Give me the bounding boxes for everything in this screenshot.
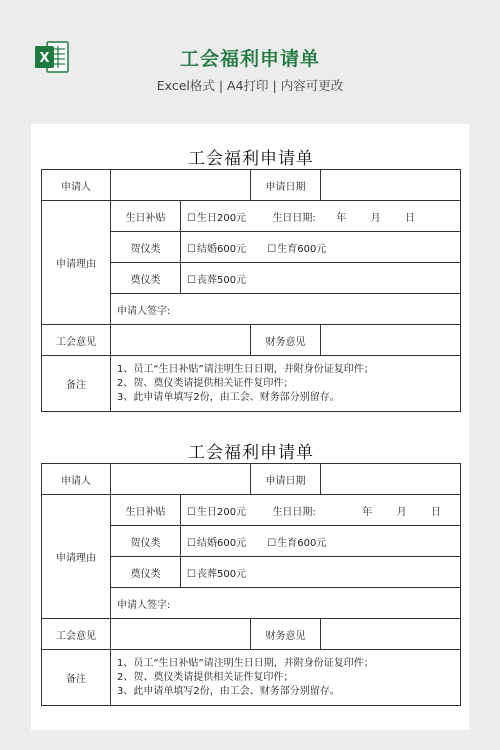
- day-label: 日: [404, 212, 415, 224]
- signature-label: 申请人签字:: [117, 599, 171, 611]
- congrats-label: 贺仪类: [111, 232, 181, 263]
- page-header: [0, 0, 500, 118]
- form-title: 工会福利申请单: [188, 149, 314, 169]
- birth-checkbox[interactable]: ☐ 生育600元: [267, 244, 326, 255]
- apply-date-field[interactable]: [321, 170, 461, 201]
- union-opinion-field[interactable]: [111, 619, 251, 650]
- application-table: [41, 463, 461, 706]
- svg-text:X: X: [39, 51, 50, 66]
- congrats-options: [181, 232, 461, 263]
- wedding-checkbox[interactable]: ☐ 结婚600元: [187, 240, 246, 255]
- note-3: 3、此申请单填写2份，由工会、财务部分别留存。: [117, 685, 340, 697]
- funeral-checkbox[interactable]: ☐ 丧葬500元: [187, 569, 246, 580]
- document-sheet: [31, 124, 469, 730]
- finance-opinion-label: 财务意见: [251, 619, 321, 650]
- birthday-date-label: 生日日期:: [272, 212, 316, 224]
- note-1: 1、员工“生日补贴”请注明生日日期，并附身份证复印件；: [117, 657, 374, 669]
- remarks-notes: [111, 650, 461, 706]
- signature-cell[interactable]: [111, 294, 461, 325]
- condolence-label: 奠仪类: [111, 557, 181, 588]
- note-2: 2、贺、奠仪类请提供相关证件复印件；: [117, 671, 294, 683]
- applicant-field[interactable]: [111, 464, 251, 495]
- form-title: 工会福利申请单: [188, 443, 314, 463]
- birthday-label: 生日补贴: [111, 201, 181, 232]
- note-3: 3、此申请单填写2份，由工会、财务部分别留存。: [117, 391, 340, 403]
- note-1: 1、员工“生日补贴”请注明生日日期，并附身份证复印件；: [117, 363, 374, 375]
- apply-date-label: 申请日期: [251, 464, 321, 495]
- applicant-label: 申请人: [42, 170, 111, 201]
- apply-date-field[interactable]: [321, 464, 461, 495]
- reason-label: 申请理由: [42, 201, 111, 325]
- congrats-options: [181, 526, 461, 557]
- day-label: 日: [430, 506, 441, 518]
- year-label: 年: [362, 506, 373, 518]
- header-subtitle: Excel格式 | A4打印 | 内容可更改: [156, 78, 344, 93]
- birthday-checkbox[interactable]: ☐ 生日200元: [187, 507, 246, 518]
- reason-label: 申请理由: [42, 495, 111, 619]
- remarks-label: 备注: [42, 356, 111, 412]
- union-opinion-field[interactable]: [111, 325, 251, 356]
- remarks-notes: [111, 356, 461, 412]
- applicant-field[interactable]: [111, 170, 251, 201]
- birthday-options: [181, 201, 461, 232]
- year-label: 年: [336, 212, 347, 224]
- application-table: [41, 169, 461, 412]
- wedding-checkbox[interactable]: ☐ 结婚600元: [187, 534, 246, 549]
- condolence-label: 奠仪类: [111, 263, 181, 294]
- header-title: 工会福利申请单: [179, 48, 320, 70]
- remarks-label: 备注: [42, 650, 111, 706]
- birthday-options: [181, 495, 461, 526]
- union-opinion-label: 工会意见: [42, 325, 111, 356]
- birthday-label: 生日补贴: [111, 495, 181, 526]
- signature-cell[interactable]: [111, 588, 461, 619]
- funeral-checkbox[interactable]: ☐ 丧葬500元: [187, 275, 246, 286]
- congrats-label: 贺仪类: [111, 526, 181, 557]
- finance-opinion-field[interactable]: [321, 325, 461, 356]
- birthday-checkbox[interactable]: ☐ 生日200元: [187, 213, 246, 224]
- finance-opinion-field[interactable]: [321, 619, 461, 650]
- month-label: 月: [370, 212, 381, 224]
- condolence-options: [181, 263, 461, 294]
- finance-opinion-label: 财务意见: [251, 325, 321, 356]
- month-label: 月: [396, 506, 407, 518]
- birth-checkbox[interactable]: ☐ 生育600元: [267, 538, 326, 549]
- applicant-label: 申请人: [42, 464, 111, 495]
- condolence-options: [181, 557, 461, 588]
- union-opinion-label: 工会意见: [42, 619, 111, 650]
- note-2: 2、贺、奠仪类请提供相关证件复印件；: [117, 377, 294, 389]
- apply-date-label: 申请日期: [251, 170, 321, 201]
- birthday-date-label: 生日日期:: [272, 506, 316, 518]
- signature-label: 申请人签字:: [117, 305, 171, 317]
